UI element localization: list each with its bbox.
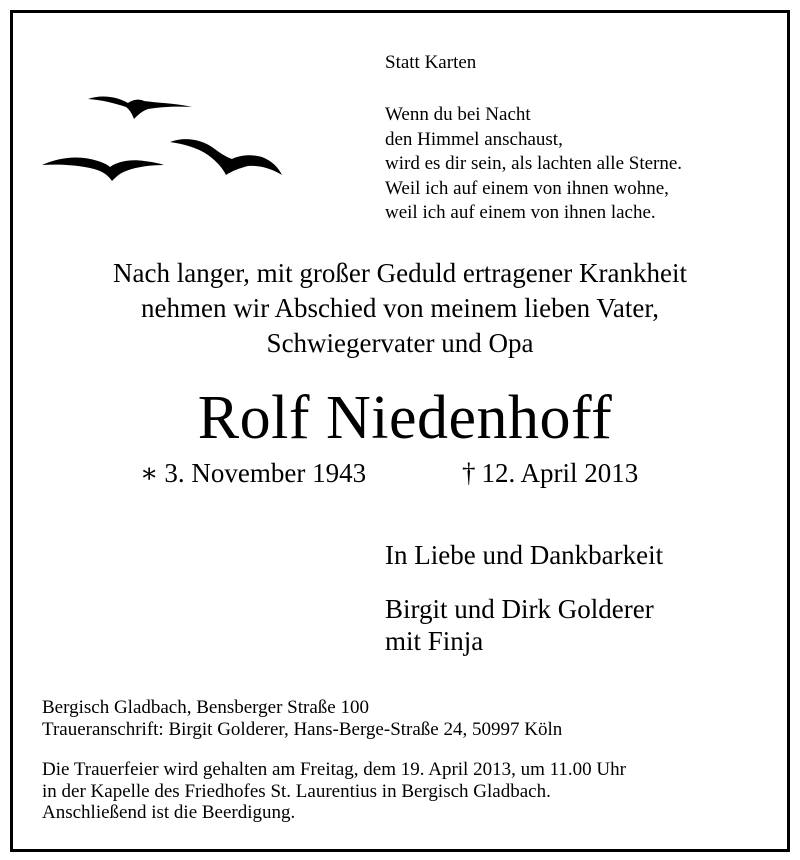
ceremony-line: in der Kapelle des Friedhofes St. Laurentius in Bergisch Gladbach. (42, 780, 551, 802)
mourners-names (385, 593, 654, 657)
poem-line: Wenn du bei Nacht (385, 104, 531, 125)
bird-1-icon (88, 96, 192, 119)
intro-line: Schwiegervater und Opa (266, 328, 534, 358)
bird-3-icon (42, 158, 164, 181)
birth-date-line (140, 458, 366, 489)
birth-date: 3. November 1943 (164, 458, 367, 488)
intro-text (0, 256, 800, 361)
intro-line: nehmen wir Abschied von meinem lieben Vater, (140, 293, 660, 323)
poem-line: Weil ich auf einem von ihnen wohne, (385, 177, 669, 199)
intro-line: Nach langer, mit großer Geduld ertragener Krankheit (113, 258, 687, 288)
mourner-line: mit Finja (385, 626, 484, 656)
address-line: Bergisch Gladbach, Bensberger Straße 100 (42, 697, 369, 718)
ceremony-line: Die Trauerfeier wird gehalten am Freitag, dem 19. April 2013, um 11.00 Uhr (42, 759, 626, 780)
statt-karten-label: Statt Karten (385, 52, 477, 73)
poem-line: weil ich auf einem von ihnen lache. (385, 202, 656, 223)
ceremony-line: Anschließend ist die Beerdigung. (42, 802, 296, 823)
address-block (42, 697, 562, 740)
death-date-line (462, 458, 638, 489)
death-date: 12. April 2013 (481, 458, 639, 488)
poem (385, 103, 682, 226)
death-cross-icon: † (462, 458, 476, 488)
poem-line: den Himmel anschaust, (385, 128, 563, 150)
gratitude-phrase: In Liebe und Dankbarkeit (385, 540, 664, 570)
deceased-name: Rolf Niedenhoff (197, 384, 613, 452)
address-line: Traueranschrift: Birgit Golderer, Hans-Berge-Straße 24, 50997 Köln (42, 718, 563, 740)
birth-star-icon: ∗ (140, 458, 159, 488)
mourner-line: Birgit und Dirk Golderer (385, 594, 654, 624)
poem-line: wird es dir sein, als lachten alle Sterne. (385, 153, 683, 174)
flying-birds-icon (40, 85, 290, 195)
bird-2-icon (170, 139, 282, 175)
ceremony-block (42, 759, 626, 824)
